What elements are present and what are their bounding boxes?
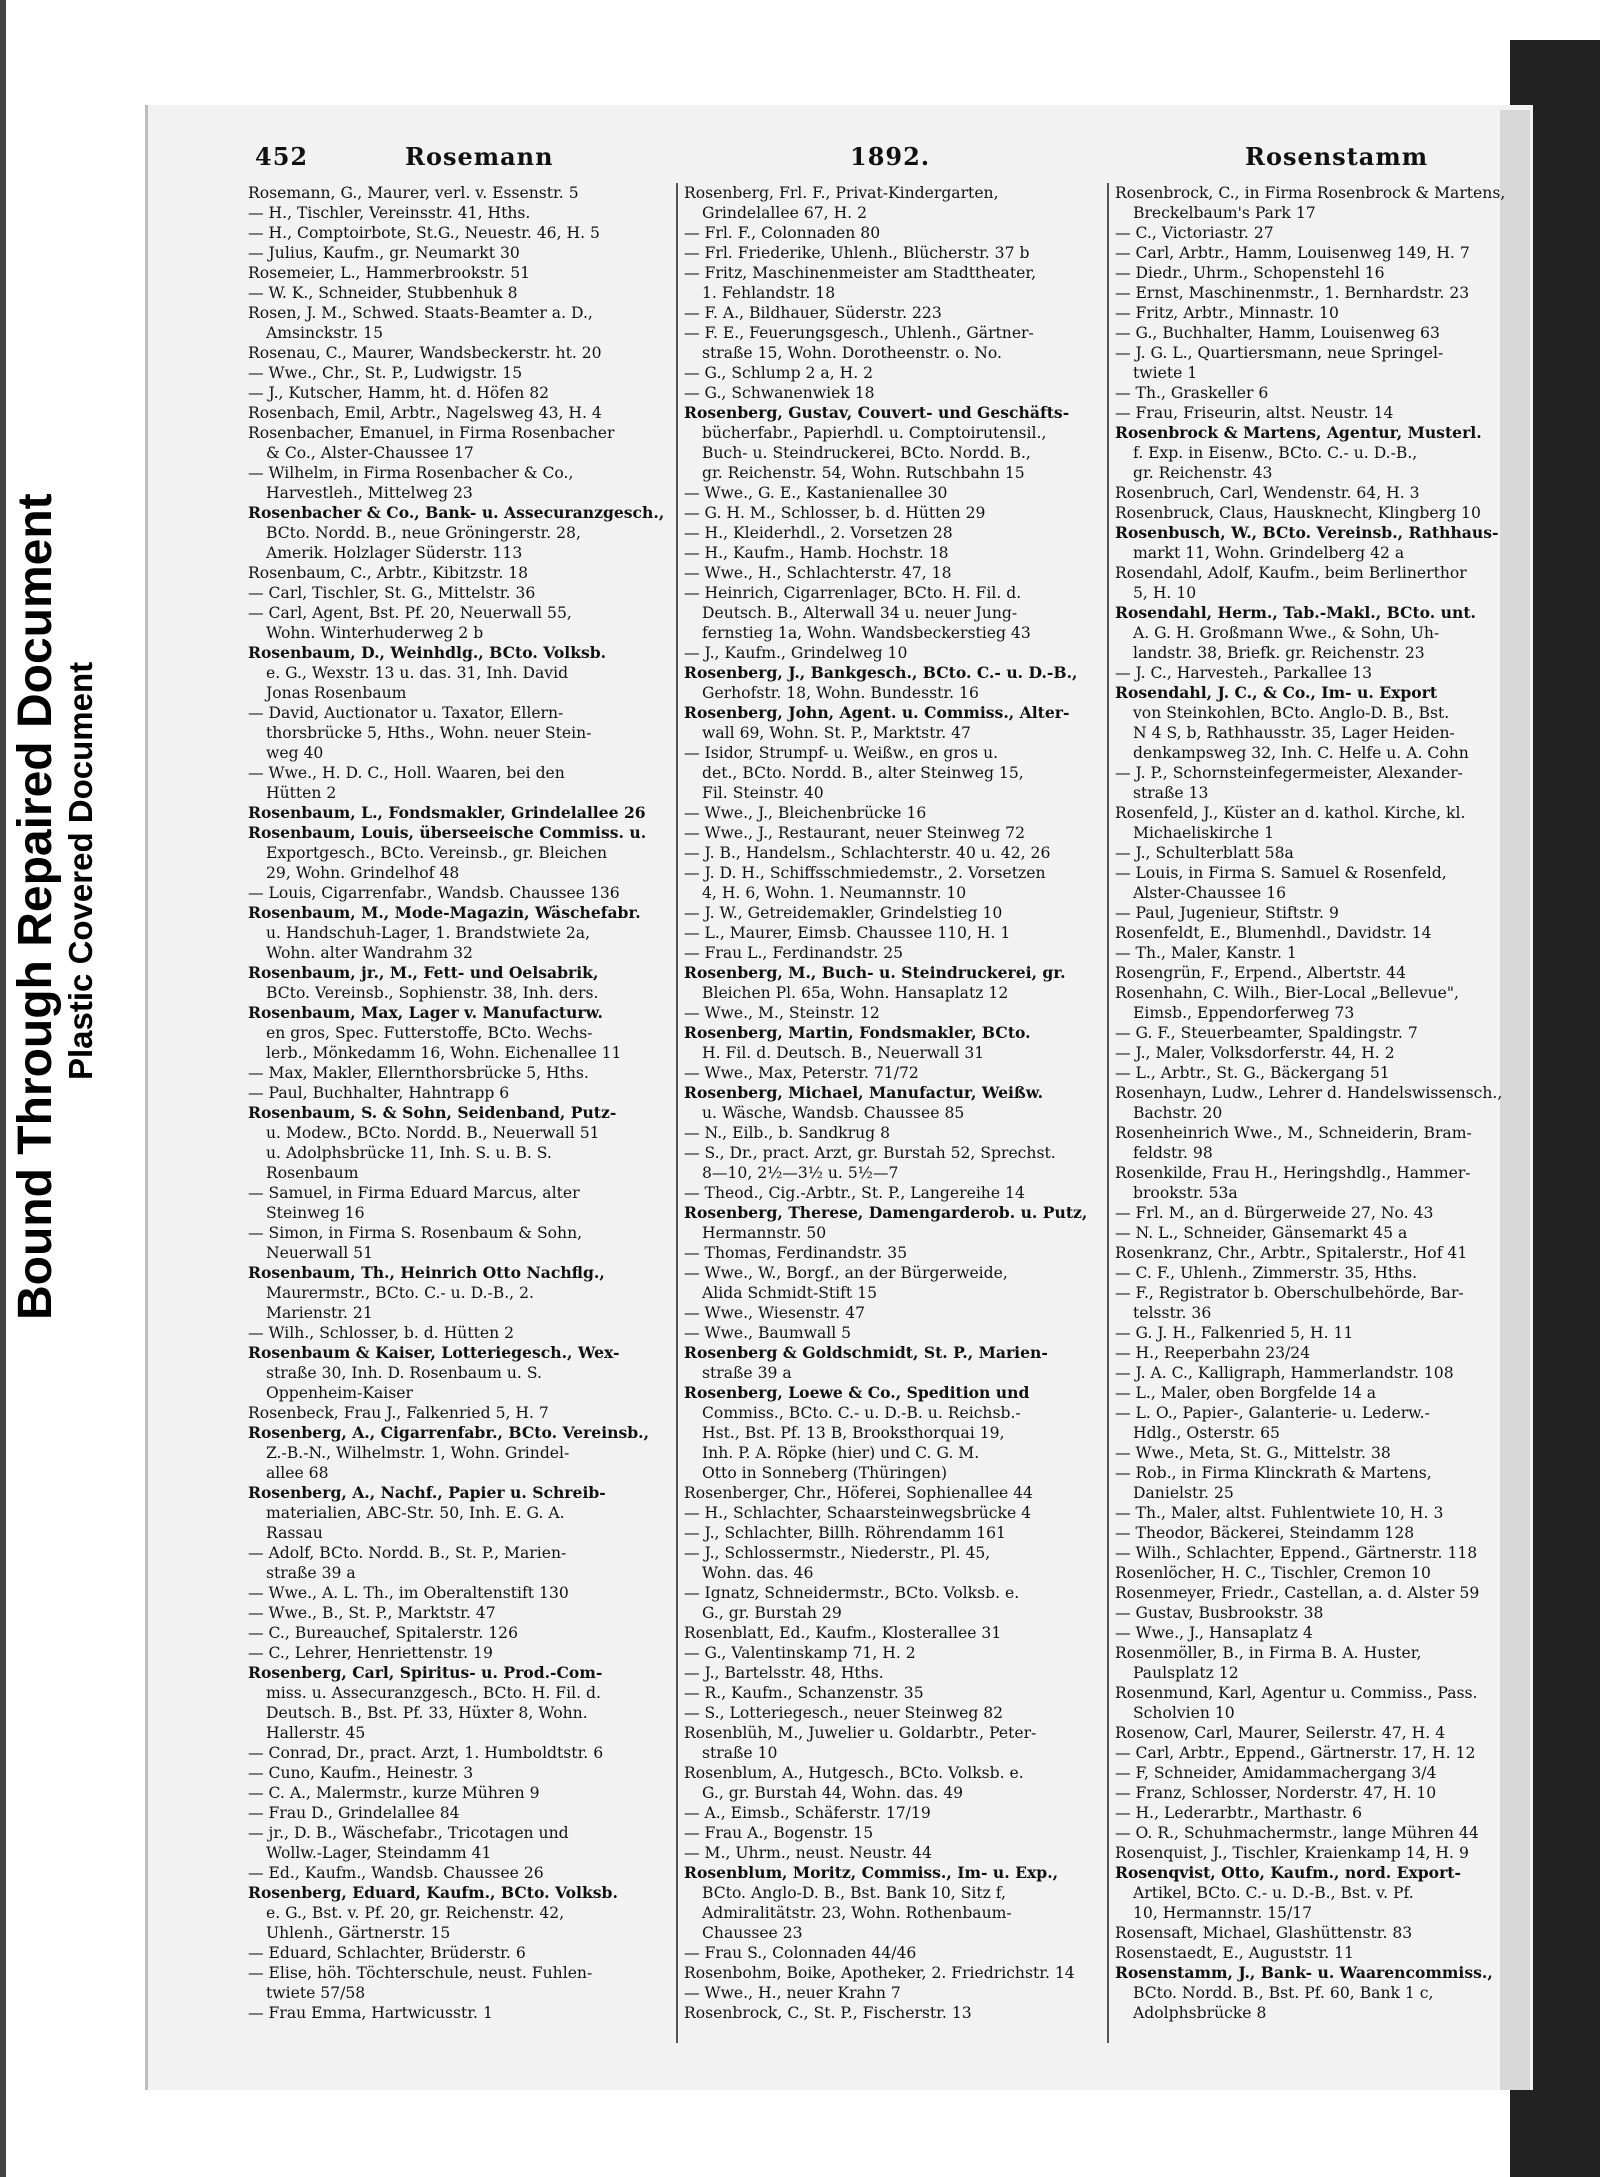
header-right-keyword: Rosenstamm	[1245, 142, 1429, 171]
directory-entry-line: — Wwe., J., Restaurant, neuer Steinweg 72	[684, 824, 1026, 842]
directory-entry-line: Rosenbaum, Louis, überseeische Commiss. u.	[248, 823, 647, 842]
directory-entry-line: — Wwe., H. D. C., Holl. Waaren, bei den	[248, 764, 565, 782]
directory-entry-line: Wohn. Winterhuderweg 2 b	[266, 624, 484, 642]
directory-entry-line: — Carl, Agent, Bst. Pf. 20, Neuerwall 55,	[248, 604, 572, 622]
directory-entry-line: — Ed., Kaufm., Wandsb. Chaussee 26	[248, 1864, 544, 1882]
directory-entry-line: — Isidor, Strumpf- u. Weißw., en gros u.	[684, 744, 999, 762]
directory-entry-line: — H., Reeperbahn 23/24	[1115, 1344, 1311, 1362]
directory-entry-line: Rosenbrock & Martens, Agentur, Musterl.	[1115, 423, 1482, 442]
directory-entry-line: — Ernst, Maschinenmstr., 1. Bernhardstr. 23	[1115, 284, 1470, 302]
directory-entry-line: brookstr. 53a	[1133, 1184, 1238, 1202]
directory-entry-line: lerb., Mönkedamm 16, Wohn. Eichenallee 11	[266, 1044, 622, 1062]
directory-entry-line: Rosendahl, Adolf, Kaufm., beim Berlinerthor	[1115, 564, 1467, 582]
directory-entry-line: Rosenberg, J., Bankgesch., BCto. C.- u. D.-B.,	[684, 663, 1078, 682]
directory-entry-line: — Wwe., A. L. Th., im Oberaltenstift 130	[248, 1584, 569, 1602]
directory-entry-line: — H., Kleiderhdl., 2. Vorsetzen 28	[684, 524, 953, 542]
directory-entry-line: Rosenberg, A., Cigarrenfabr., BCto. Vereinsb.,	[248, 1423, 649, 1442]
directory-entry-line: straße 39 a	[702, 1364, 792, 1382]
directory-entry-line: — Louis, Cigarrenfabr., Wandsb. Chaussee 136	[248, 884, 620, 902]
directory-entry-line: — J., Kutscher, Hamm, ht. d. Höfen 82	[248, 384, 550, 402]
directory-entry-line: — Th., Maler, altst. Fuhlentwiete 10, H. 3	[1115, 1504, 1444, 1522]
directory-entry-line: Rosenberg, Martin, Fondsmakler, BCto.	[684, 1023, 1031, 1042]
directory-entry-line: — Wilhelm, in Firma Rosenbacher & Co.,	[248, 464, 574, 482]
directory-entry-line: — Frau D., Grindelallee 84	[248, 1804, 460, 1822]
directory-entry-line: f. Exp. in Eisenw., BCto. C.- u. D.-B.,	[1133, 444, 1418, 462]
directory-entry-line: Rosenmeyer, Friedr., Castellan, a. d. Alster 59	[1115, 1584, 1480, 1602]
directory-entry-line: Rosenblatt, Ed., Kaufm., Klosterallee 31	[684, 1624, 1002, 1642]
directory-entry-line: Rosenkilde, Frau H., Heringshdlg., Hammer-	[1115, 1164, 1471, 1182]
directory-entry-line: — J. W., Getreidemakler, Grindelstieg 10	[684, 904, 1003, 922]
directory-entry-line: Amsinckstr. 15	[266, 324, 384, 342]
directory-entry-line: twiete 57/58	[266, 1984, 366, 2002]
directory-entry-line: Rosenbach, Emil, Arbtr., Nagelsweg 43, H. 4	[248, 404, 602, 422]
directory-entry-line: — Heinrich, Cigarrenlager, BCto. H. Fil. d.	[684, 584, 1022, 602]
directory-entry-line: Rosenblum, Moritz, Commiss., Im- u. Exp.,	[684, 1863, 1059, 1882]
directory-entry-line: — Paul, Buchhalter, Hahntrapp 6	[248, 1084, 510, 1102]
directory-entry-line: — C., Victoriastr. 27	[1115, 224, 1274, 242]
directory-entry-line: — F. E., Feuerungsgesch., Uhlenh., Gärtner-	[684, 324, 1034, 342]
directory-entry-line: Rosendahl, Herm., Tab.-Makl., BCto. unt.	[1115, 603, 1476, 622]
directory-entry-line: Marienstr. 21	[266, 1304, 373, 1322]
directory-entry-line: — Wwe., Wiesenstr. 47	[684, 1304, 866, 1322]
directory-entry-line: Rosenfeldt, E., Blumenhdl., Davidstr. 14	[1115, 924, 1432, 942]
directory-entry-line: Hermannstr. 50	[702, 1224, 827, 1242]
directory-entry-line: — Wwe., M., Steinstr. 12	[684, 1004, 880, 1022]
directory-entry-line: allee 68	[266, 1464, 329, 1482]
directory-entry-line: — Wwe., H., Schlachterstr. 47, 18	[684, 564, 952, 582]
directory-entry-line: Rosenberg, Loewe & Co., Spedition und	[684, 1383, 1030, 1402]
directory-entry-line: Z.-B.-N., Wilhelmstr. 1, Wohn. Grindel-	[266, 1444, 570, 1462]
directory-entry-line: Commiss., BCto. C.- u. D.-B. u. Reichsb.-	[702, 1404, 1021, 1422]
directory-entry-line: denkampsweg 32, Inh. C. Helfe u. A. Cohn	[1133, 744, 1469, 762]
directory-entry-line: — W. K., Schneider, Stubbenhuk 8	[248, 284, 518, 302]
directory-entry-line: — Adolf, BCto. Nordd. B., St. P., Marien-	[248, 1544, 567, 1562]
directory-entry-line: — J., Kaufm., Grindelweg 10	[684, 644, 908, 662]
directory-entry-line: Rosenbaum, jr., M., Fett- und Oelsabrik,	[248, 963, 599, 982]
directory-entry-line: Bleichen Pl. 65a, Wohn. Hansaplatz 12	[702, 984, 1009, 1002]
directory-entry-line: straße 15, Wohn. Dorotheenstr. o. No.	[702, 344, 1002, 362]
directory-entry-line: Rosenbohm, Boike, Apotheker, 2. Friedrichstr. 14	[684, 1964, 1075, 1982]
directory-entry-line: — Julius, Kaufm., gr. Neumarkt 30	[248, 244, 520, 262]
directory-entry-line: Rosenbaum	[266, 1164, 359, 1182]
directory-entry-line: Wollw.-Lager, Steindamm 41	[266, 1844, 492, 1862]
directory-entry-line: — David, Auctionator u. Taxator, Ellern-	[248, 704, 564, 722]
directory-entry-line: — Wwe., Meta, St. G., Mittelstr. 38	[1115, 1444, 1391, 1462]
directory-entry-line: Deutsch. B., Alterwall 34 u. neuer Jung-	[702, 604, 1018, 622]
directory-entry-line: — J. P., Schornsteinfegermeister, Alexander-	[1115, 764, 1463, 782]
directory-entry-line: — Cuno, Kaufm., Heinestr. 3	[248, 1764, 474, 1782]
directory-entry-line: Rosen, J. M., Schwed. Staats-Beamter a. D.,	[248, 304, 593, 322]
directory-entry-line: — G., Schlump 2 a, H. 2	[684, 364, 874, 382]
directory-column-3	[1107, 183, 1535, 2043]
directory-entry-line: — G., Buchhalter, Hamm, Louisenweg 63	[1115, 324, 1440, 342]
directory-entry-line: Rosenquist, J., Tischler, Kraienkamp 14, H. 9	[1115, 1844, 1469, 1862]
directory-entry-line: Adolphsbrücke 8	[1133, 2004, 1267, 2022]
directory-entry-line: 8—10, 2½—3½ u. 5½—7	[702, 1164, 899, 1182]
directory-entry-line: Rosenberg & Goldschmidt, St. P., Marien-	[684, 1343, 1048, 1362]
directory-entry-line: — Frau S., Colonnaden 44/46	[684, 1944, 917, 1962]
directory-entry-line: straße 30, Inh. D. Rosenbaum u. S.	[266, 1364, 542, 1382]
directory-entry-line: Rosengrün, F., Erpend., Albertstr. 44	[1115, 964, 1406, 982]
directory-entry-line: Harvestleh., Mittelweg 23	[266, 484, 473, 502]
directory-entry-line: — F. A., Bildhauer, Süderstr. 223	[684, 304, 942, 322]
directory-entry-line: Hst., Bst. Pf. 13 B, Brooksthorquai 19,	[702, 1424, 1005, 1442]
directory-entry-line: bücherfabr., Papierhdl. u. Comptoirutensil.,	[702, 424, 1047, 442]
directory-entry-line: Buch- u. Steindruckerei, BCto. Nordd. B.,	[702, 444, 1031, 462]
directory-entry-line: — R., Kaufm., Schanzenstr. 35	[684, 1684, 924, 1702]
directory-entry-line: markt 11, Wohn. Grindelberg 42 a	[1133, 544, 1405, 562]
directory-entry-line: — Th., Graskeller 6	[1115, 384, 1269, 402]
directory-entry-line: — Wwe., Baumwall 5	[684, 1324, 852, 1342]
directory-entry-line: — H., Lederarbtr., Marthastr. 6	[1115, 1804, 1363, 1822]
directory-entry-line: Breckelbaum's Park 17	[1133, 204, 1316, 222]
directory-entry-line: — Elise, höh. Töchterschule, neust. Fuhlen-	[248, 1964, 593, 1982]
directory-entry-line: — H., Kaufm., Hamb. Hochstr. 18	[684, 544, 949, 562]
scan-left-edge	[0, 0, 6, 2177]
directory-entry-line: telsstr. 36	[1133, 1304, 1212, 1322]
directory-entry-line: det., BCto. Nordd. B., alter Steinweg 15,	[702, 764, 1024, 782]
directory-entry-line: Danielstr. 25	[1133, 1484, 1234, 1502]
directory-entry-line: — Carl, Arbtr., Eppend., Gärtnerstr. 17, H. 12	[1115, 1744, 1476, 1762]
directory-entry-line: Rosenberg, Gustav, Couvert- und Geschäfts-	[684, 403, 1070, 422]
directory-entry-line: Rosenlöcher, H. C., Tischler, Cremon 10	[1115, 1564, 1431, 1582]
directory-entry-line: — Th., Maler, Kanstr. 1	[1115, 944, 1297, 962]
directory-entry-line: Rosenqvist, Otto, Kaufm., nord. Export-	[1115, 1863, 1461, 1882]
directory-entry-line: — Wilh., Schlosser, b. d. Hütten 2	[248, 1324, 515, 1342]
directory-entry-line: Rosenberg, Frl. F., Privat-Kindergarten,	[684, 184, 999, 202]
directory-entry-line: — Louis, in Firma S. Samuel & Rosenfeld,	[1115, 864, 1447, 882]
directory-entry-line: — J., Schlossermstr., Niederstr., Pl. 45,	[684, 1544, 991, 1562]
directory-entry-line: — C., Bureauchef, Spitalerstr. 126	[248, 1624, 519, 1642]
directory-entry-line: — Theodor, Bäckerei, Steindamm 128	[1115, 1524, 1415, 1542]
directory-entry-line: Admiralitätstr. 23, Wohn. Rothenbaum-	[702, 1904, 1012, 1922]
directory-entry-line: u. Wäsche, Wandsb. Chaussee 85	[702, 1104, 965, 1122]
directory-entry-line: landstr. 38, Briefk. gr. Reichenstr. 23	[1133, 644, 1425, 662]
directory-entry-line: — J. A. C., Kalligraph, Hammerlandstr. 108	[1115, 1364, 1454, 1382]
directory-entry-line: BCto. Anglo-D. B., Bst. Bank 10, Sitz f,	[702, 1884, 1006, 1902]
directory-entry-line: straße 10	[702, 1744, 778, 1762]
directory-entry-line: Rosenkranz, Chr., Arbtr., Spitalerstr., Hof 41	[1115, 1244, 1468, 1262]
directory-entry-line: Scholvien 10	[1133, 1704, 1235, 1722]
directory-entry-line: BCto. Vereinsb., Sophienstr. 38, Inh. ders.	[266, 984, 599, 1002]
directory-entry-line: — A., Eimsb., Schäferstr. 17/19	[684, 1804, 931, 1822]
directory-entry-line: — Franz, Schlosser, Norderstr. 47, H. 10	[1115, 1784, 1437, 1802]
directory-entry-line: Bachstr. 20	[1133, 1104, 1223, 1122]
directory-entry-line: — Wwe., W., Borgf., an der Bürgerweide,	[684, 1264, 1008, 1282]
directory-entry-line: — L. O., Papier-, Galanterie- u. Lederw.-	[1115, 1404, 1430, 1422]
directory-entry-line: wall 69, Wohn. St. P., Marktstr. 47	[702, 724, 971, 742]
directory-entry-line: Rosenbacher & Co., Bank- u. Assecuranzgesch.,	[248, 503, 665, 522]
directory-entry-line: — G. J. H., Falkenried 5, H. 11	[1115, 1324, 1354, 1342]
directory-entry-line: — C. A., Malermstr., kurze Mühren 9	[248, 1784, 540, 1802]
directory-entry-line: — Fritz, Arbtr., Minnastr. 10	[1115, 304, 1339, 322]
directory-entry-line: Neuerwall 51	[266, 1244, 374, 1262]
directory-entry-line: Rosenstaedt, E., Auguststr. 11	[1115, 1944, 1354, 1962]
directory-entry-line: weg 40	[266, 744, 324, 762]
directory-entry-line: Eimsb., Eppendorferweg 73	[1133, 1004, 1355, 1022]
directory-entry-line: Rosenbaum, M., Mode-Magazin, Wäschefabr.	[248, 903, 641, 922]
directory-entry-line: BCto. Nordd. B., neue Gröningerstr. 28,	[266, 524, 581, 542]
directory-entry-line: en gros, Spec. Futterstoffe, BCto. Wechs-	[266, 1024, 593, 1042]
directory-entry-line: Deutsch. B., Bst. Pf. 33, Hüxter 8, Wohn.	[266, 1704, 588, 1722]
directory-entry-line: Rosenberg, Therese, Damengarderob. u. Putz,	[684, 1203, 1088, 1222]
directory-entry-line: Rosenmöller, B., in Firma B. A. Huster,	[1115, 1644, 1422, 1662]
directory-entry-line: Chaussee 23	[702, 1924, 803, 1942]
directory-entry-line: — Wwe., J., Bleichenbrücke 16	[684, 804, 927, 822]
directory-entry-line: von Steinkohlen, BCto. Anglo-D. B., Bst.	[1133, 704, 1450, 722]
directory-entry-line: — N. L., Schneider, Gänsemarkt 45 a	[1115, 1224, 1408, 1242]
directory-entry-line: Exportgesch., BCto. Vereinsb., gr. Bleichen	[266, 844, 608, 862]
directory-entry-line: thorsbrücke 5, Hths., Wohn. neuer Stein-	[266, 724, 592, 742]
directory-entry-line: — G. H. M., Schlosser, b. d. Hütten 29	[684, 504, 986, 522]
directory-entry-line: Jonas Rosenbaum	[266, 684, 407, 702]
directory-entry-line: gr. Reichenstr. 54, Wohn. Rutschbahn 15	[702, 464, 1025, 482]
directory-entry-line: materialien, ABC-Str. 50, Inh. E. G. A.	[266, 1504, 565, 1522]
directory-entry-line: Hütten 2	[266, 784, 337, 802]
directory-entry-line: Rosendahl, J. C., & Co., Im- u. Export	[1115, 683, 1438, 702]
directory-entry-line: — J. G. L., Quartiersmann, neue Springel-	[1115, 344, 1444, 362]
directory-entry-line: Rosenbacher, Emanuel, in Firma Rosenbacher	[248, 424, 615, 442]
directory-entry-line: — Frau Emma, Hartwicusstr. 1	[248, 2004, 493, 2022]
directory-entry-line: Rosenbaum, Th., Heinrich Otto Nachflg.,	[248, 1263, 605, 1282]
directory-entry-line: Oppenheim-Kaiser	[266, 1384, 413, 1402]
directory-entry-line: Steinweg 16	[266, 1204, 365, 1222]
directory-entry-line: Grindelallee 67, H. 2	[702, 204, 868, 222]
directory-entry-line: — G. F., Steuerbeamter, Spaldingstr. 7	[1115, 1024, 1418, 1042]
directory-entry-line: Rosenfeld, J., Küster an d. kathol. Kirche, kl.	[1115, 804, 1466, 822]
directory-entry-line: 1. Fehlandstr. 18	[702, 284, 836, 302]
directory-entry-line: — Wwe., H., neuer Krahn 7	[684, 1984, 901, 2002]
directory-entry-line: Rosensaft, Michael, Glashüttenstr. 83	[1115, 1924, 1413, 1942]
directory-entry-line: — Frl. M., an d. Bürgerweide 27, No. 43	[1115, 1204, 1434, 1222]
directory-entry-line: Rosemeier, L., Hammerbrookstr. 51	[248, 264, 531, 282]
directory-entry-line: — Frl. Friederike, Uhlenh., Blücherstr. 37 b	[684, 244, 1030, 262]
directory-entry-line: 10, Hermannstr. 15/17	[1133, 1904, 1313, 1922]
directory-entry-line: Rosenbaum, C., Arbtr., Kibitzstr. 18	[248, 564, 529, 582]
directory-entry-line: Rosenblum, A., Hutgesch., BCto. Volksb. e.	[684, 1764, 1024, 1782]
directory-entry-line: — F, Schneider, Amidammachergang 3/4	[1115, 1764, 1437, 1782]
directory-entry-line: Rosemann, G., Maurer, verl. v. Essenstr. 5	[248, 184, 579, 202]
directory-entry-line: fernstieg 1a, Wohn. Wandsbeckerstieg 43	[702, 624, 1031, 642]
directory-entry-line: — Wwe., Chr., St. P., Ludwigstr. 15	[248, 364, 523, 382]
directory-entry-line: — Thomas, Ferdinandstr. 35	[684, 1244, 908, 1262]
directory-entry-line: & Co., Alster-Chaussee 17	[266, 444, 474, 462]
directory-entry-line: — Gustav, Busbrookstr. 38	[1115, 1604, 1324, 1622]
directory-entry-line: — J. B., Handelsm., Schlachterstr. 40 u. 42, 26	[684, 844, 1051, 862]
directory-entry-line: Rosenberg, M., Buch- u. Steindruckerei, gr.	[684, 963, 1066, 982]
directory-entry-line: 5, H. 10	[1133, 584, 1197, 602]
directory-entry-line: Rassau	[266, 1524, 323, 1542]
directory-entry-line: — Paul, Jugenieur, Stiftstr. 9	[1115, 904, 1339, 922]
directory-entry-line: Rosenbruck, Claus, Hausknecht, Klingberg 10	[1115, 504, 1481, 522]
directory-entry-line: — Wwe., J., Hansaplatz 4	[1115, 1624, 1313, 1642]
directory-entry-line: H. Fil. d. Deutsch. B., Neuerwall 31	[702, 1044, 985, 1062]
directory-entry-line: e. G., Bst. v. Pf. 20, gr. Reichenstr. 42,	[266, 1904, 565, 1922]
directory-entry-line: Gerhofstr. 18, Wohn. Bundesstr. 16	[702, 684, 979, 702]
directory-entry-line: Artikel, BCto. C.- u. D.-B., Bst. v. Pf.	[1133, 1884, 1414, 1902]
directory-entry-line: Inh. P. A. Röpke (hier) und C. G. M.	[702, 1444, 980, 1462]
directory-column-2	[676, 183, 1104, 2043]
directory-entry-line: — Max, Makler, Ellernthorsbrücke 5, Hths.	[248, 1064, 589, 1082]
directory-entry-line: Rosenstamm, J., Bank- u. Waarencommiss.,	[1115, 1963, 1493, 1982]
directory-entry-line: — Carl, Arbtr., Hamm, Louisenweg 149, H. 7	[1115, 244, 1470, 262]
directory-entry-line: — Ignatz, Schneidermstr., BCto. Volksb. e.	[684, 1584, 1020, 1602]
directory-entry-line: Rosenow, Carl, Maurer, Seilerstr. 47, H. 4	[1115, 1724, 1446, 1742]
directory-entry-line: Rosenberg, John, Agent. u. Commiss., Alter-	[684, 703, 1070, 722]
directory-entry-line: Rosenbaum, L., Fondsmakler, Grindelallee 26	[248, 803, 646, 822]
page-header	[255, 142, 1429, 182]
directory-entry-line: straße 13	[1133, 784, 1209, 802]
directory-entry-line: u. Adolphsbrücke 11, Inh. S. u. B. S.	[266, 1144, 552, 1162]
page-number: 452	[255, 142, 309, 171]
directory-entry-line: — Wilh., Schlachter, Eppend., Gärtnerstr. 118	[1115, 1544, 1478, 1562]
directory-entry-line: — Eduard, Schlachter, Brüderstr. 6	[248, 1944, 526, 1962]
directory-entry-line: — J., Schlachter, Billh. Röhrendamm 161	[684, 1524, 1006, 1542]
directory-entry-line: — L., Arbtr., St. G., Bäckergang 51	[1115, 1064, 1390, 1082]
directory-entry-line: Hdlg., Osterstr. 65	[1133, 1424, 1280, 1442]
directory-entry-line: Rosenberg, Michael, Manufactur, Weißw.	[684, 1083, 1044, 1102]
directory-entry-line: gr. Reichenstr. 43	[1133, 464, 1273, 482]
directory-entry-line: — Wwe., Max, Peterstr. 71/72	[684, 1064, 919, 1082]
directory-entry-line: — jr., D. B., Wäschefabr., Tricotagen und	[248, 1824, 569, 1842]
directory-entry-line: Fil. Steinstr. 40	[702, 784, 824, 802]
side-note-plastic: Plastic Covered Document	[62, 661, 99, 1080]
directory-entry-line: Hallerstr. 45	[266, 1724, 366, 1742]
directory-entry-line: Paulsplatz 12	[1133, 1664, 1239, 1682]
directory-entry-line: — Frau L., Ferdinandstr. 25	[684, 944, 904, 962]
directory-entry-line: — C., Lehrer, Henriettenstr. 19	[248, 1644, 493, 1662]
directory-entry-line: Rosenberg, A., Nachf., Papier u. Schreib-	[248, 1483, 606, 1502]
directory-entry-line: Amerik. Holzlager Süderstr. 113	[266, 544, 523, 562]
directory-entry-line: — Rob., in Firma Klinckrath & Martens,	[1115, 1464, 1432, 1482]
header-left-keyword: Rosemann	[405, 142, 554, 171]
directory-entry-line: Rosenmund, Karl, Agentur u. Commiss., Pass.	[1115, 1684, 1478, 1702]
directory-entry-line: e. G., Wexstr. 13 u. das. 31, Inh. David	[266, 664, 569, 682]
directory-entry-line: Rosenbaum, Max, Lager v. Manufacturw.	[248, 1003, 603, 1022]
directory-entry-line: u. Modew., BCto. Nordd. B., Neuerwall 51	[266, 1124, 600, 1142]
directory-entry-line: 29, Wohn. Grindelhof 48	[266, 864, 460, 882]
directory-entry-line: Maurermstr., BCto. C.- u. D.-B., 2.	[266, 1284, 534, 1302]
directory-entry-line: Rosenbeck, Frau J., Falkenried 5, H. 7	[248, 1404, 549, 1422]
directory-entry-line: Rosenbruch, Carl, Wendenstr. 64, H. 3	[1115, 484, 1420, 502]
directory-entry-line: — Theod., Cig.-Arbtr., St. P., Langereihe 14	[684, 1184, 1025, 1202]
directory-entry-line: — S., Dr., pract. Arzt, gr. Burstah 52, Sprechst.	[684, 1144, 1056, 1162]
directory-entry-line: — Diedr., Uhrm., Schopenstehl 16	[1115, 264, 1385, 282]
directory-entry-line: — F., Registrator b. Oberschulbehörde, Bar-	[1115, 1284, 1464, 1302]
directory-entry-line: — J., Schulterblatt 58a	[1115, 844, 1294, 862]
directory-entry-line: Wohn. das. 46	[702, 1564, 814, 1582]
directory-entry-line: Rosenbrock, C., in Firma Rosenbrock & Martens,	[1115, 184, 1506, 202]
directory-entry-line: Otto in Sonneberg (Thüringen)	[702, 1464, 948, 1482]
directory-entry-line: — S., Lotteriegesch., neuer Steinweg 82	[684, 1704, 1004, 1722]
directory-entry-line: — Samuel, in Firma Eduard Marcus, alter	[248, 1184, 580, 1202]
directory-entry-line: — J. D. H., Schiffsschmiedemstr., 2. Vorsetzen	[684, 864, 1046, 882]
directory-entry-line: N 4 S, b, Rathhausstr. 35, Lager Heiden-	[1133, 724, 1455, 742]
directory-entry-line: — Wwe., G. E., Kastanienallee 30	[684, 484, 948, 502]
directory-entry-line: Wohn. alter Wandrahm 32	[266, 944, 473, 962]
directory-entry-line: — Carl, Tischler, St. G., Mittelstr. 36	[248, 584, 536, 602]
directory-entry-line: Rosenberger, Chr., Höferei, Sophienallee 44	[684, 1484, 1033, 1502]
directory-entry-line: — H., Tischler, Vereinsstr. 41, Hths.	[248, 204, 531, 222]
directory-entry-line: — J., Maler, Volksdorferstr. 44, H. 2	[1115, 1044, 1395, 1062]
directory-entry-line: Uhlenh., Gärtnerstr. 15	[266, 1924, 451, 1942]
directory-entry-line: — Wwe., B., St. P., Marktstr. 47	[248, 1604, 496, 1622]
directory-entry-line: Rosenblüh, M., Juwelier u. Goldarbtr., Peter-	[684, 1724, 1037, 1742]
directory-entry-line: Rosenbaum, S. & Sohn, Seidenband, Putz-	[248, 1103, 617, 1122]
directory-entry-line: miss. u. Assecuranzgesch., BCto. H. Fil. d.	[266, 1684, 601, 1702]
directory-entry-line: — Simon, in Firma S. Rosenbaum & Sohn,	[248, 1224, 583, 1242]
directory-entry-line: — Frl. F., Colonnaden 80	[684, 224, 881, 242]
directory-entry-line: — M., Uhrm., neust. Neustr. 44	[684, 1844, 932, 1862]
directory-entry-line: — L., Maler, oben Borgfelde 14 a	[1115, 1384, 1377, 1402]
directory-entry-line: Rosenheinrich Wwe., M., Schneiderin, Bram-	[1115, 1124, 1472, 1142]
directory-entry-line: G., gr. Burstah 29	[702, 1604, 842, 1622]
directory-entry-line: Rosenau, C., Maurer, Wandsbeckerstr. ht. 20	[248, 344, 602, 362]
directory-entry-line: — G., Valentinskamp 71, H. 2	[684, 1644, 916, 1662]
directory-entry-line: — J. C., Harvesteh., Parkallee 13	[1115, 664, 1373, 682]
directory-entry-line: — Frau, Friseurin, altst. Neustr. 14	[1115, 404, 1394, 422]
directory-entry-line: Rosenhayn, Ludw., Lehrer d. Handelswissensch.,	[1115, 1084, 1503, 1102]
directory-entry-line: Rosenbaum, D., Weinhdlg., BCto. Volksb.	[248, 643, 607, 662]
directory-entry-line: — N., Eilb., b. Sandkrug 8	[684, 1124, 890, 1142]
directory-entry-line: Rosenberg, Eduard, Kaufm., BCto. Volksb.	[248, 1883, 618, 1902]
directory-entry-line: Rosenhahn, C. Wilh., Bier-Local „Bellevue",	[1115, 984, 1459, 1002]
directory-entry-line: — Conrad, Dr., pract. Arzt, 1. Humboldtstr. 6	[248, 1744, 604, 1762]
directory-entry-line: — H., Comptoirbote, St.G., Neuestr. 46, H. 5	[248, 224, 600, 242]
directory-entry-line: Alida Schmidt-Stift 15	[702, 1284, 877, 1302]
directory-entry-line: Alster-Chaussee 16	[1133, 884, 1287, 902]
directory-entry-line: G., gr. Burstah 44, Wohn. das. 49	[702, 1784, 964, 1802]
directory-entry-line: Michaeliskirche 1	[1133, 824, 1275, 842]
directory-entry-line: — G., Schwanenwiek 18	[684, 384, 875, 402]
directory-entry-line: A. G. H. Großmann Wwe., & Sohn, Uh-	[1133, 624, 1440, 642]
directory-entry-line: — C. F., Uhlenh., Zimmerstr. 35, Hths.	[1115, 1264, 1418, 1282]
directory-entry-line: — H., Schlachter, Schaarsteinwegsbrücke 4	[684, 1504, 1032, 1522]
directory-entry-line: 4, H. 6, Wohn. 1. Neumannstr. 10	[702, 884, 967, 902]
directory-entry-line: straße 39 a	[266, 1564, 356, 1582]
side-note-repaired: Bound Through Repaired Document	[9, 493, 62, 1320]
header-year: 1892.	[850, 142, 931, 171]
directory-entry-line: u. Handschuh-Lager, 1. Brandstwiete 2a,	[266, 924, 591, 942]
directory-entry-line: feldstr. 98	[1133, 1144, 1213, 1162]
directory-entry-line: Rosenberg, Carl, Spiritus- u. Prod.-Com-	[248, 1663, 603, 1682]
directory-entry-line: — L., Maurer, Eimsb. Chaussee 110, H. 1	[684, 924, 1011, 942]
directory-entry-line: BCto. Nordd. B., Bst. Pf. 60, Bank 1 c,	[1133, 1984, 1434, 2002]
directory-entry-line: — O. R., Schuhmachermstr., lange Mühren 44	[1115, 1824, 1479, 1842]
directory-entry-line: — J., Bartelsstr. 48, Hths.	[684, 1664, 884, 1682]
directory-entry-line: — Fritz, Maschinenmeister am Stadttheater,	[684, 264, 1037, 282]
directory-column-1	[248, 183, 668, 2043]
directory-entry-line: Rosenbaum & Kaiser, Lotteriegesch., Wex-	[248, 1343, 620, 1362]
directory-entry-line: Rosenbrock, C., St. P., Fischerstr. 13	[684, 2004, 972, 2022]
directory-entry-line: Rosenbusch, W., BCto. Vereinsb., Rathhaus-	[1115, 523, 1499, 542]
directory-entry-line: twiete 1	[1133, 364, 1198, 382]
directory-entry-line: — Frau A., Bogenstr. 15	[684, 1824, 874, 1842]
